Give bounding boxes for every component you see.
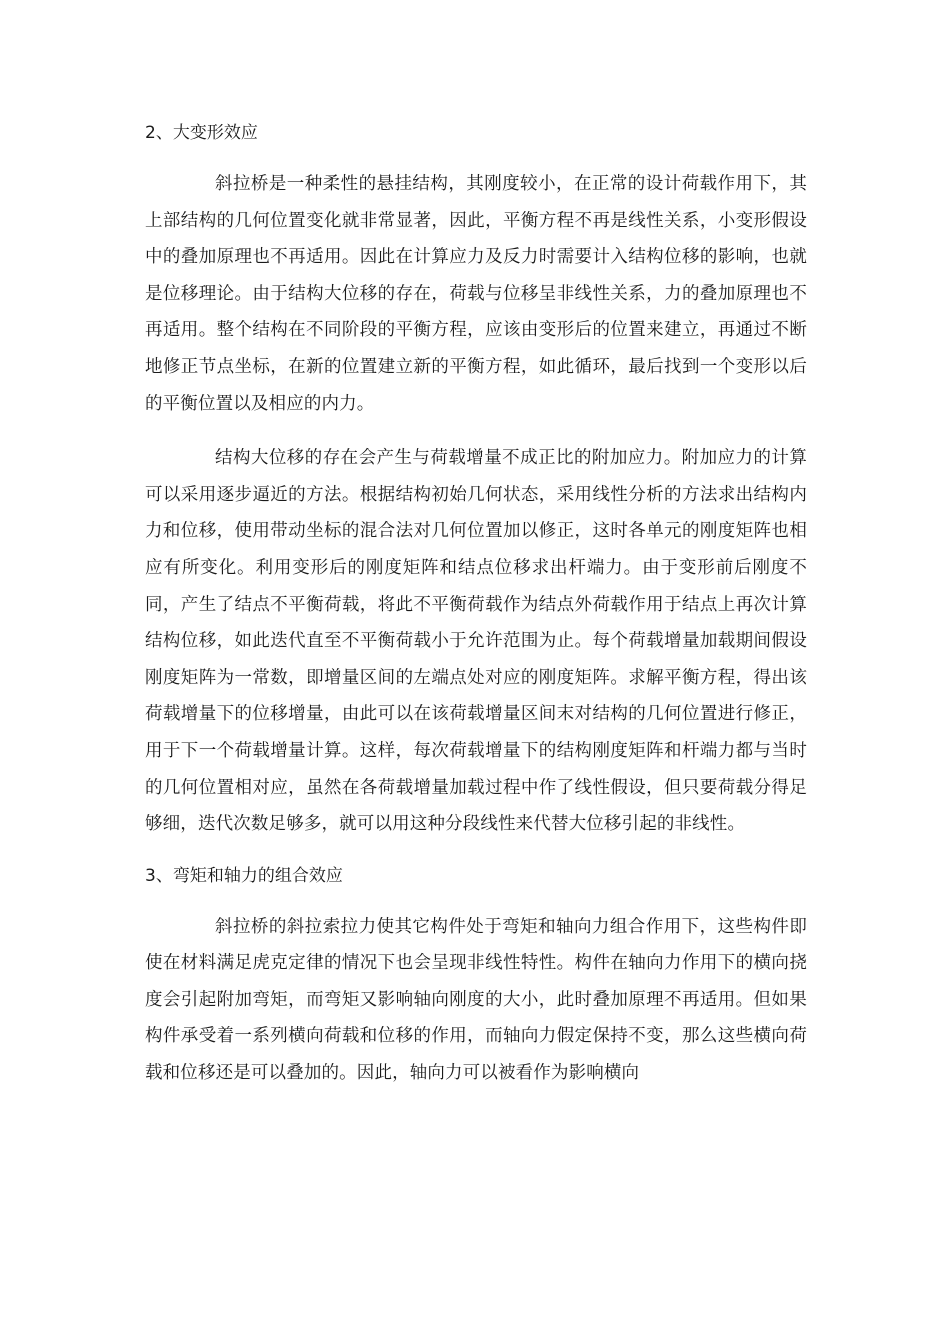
document-page: [145, 118, 807, 1110]
paragraph-moment-axial: 斜拉桥的斜拉索拉力使其它构件处于弯矩和轴向力组合作用下，这些构件即使在材料满足虎克定律的情况下也会呈现非线性特性。构件在轴向力作用下的横向挠度会引起附加弯矩，而弯矩又影响轴向刚度的大小，此时叠加原理不再适用。但如果构件承受着一系列横向荷载和位移的作用，而轴向力假定保持不变，那么这些横向荷载和位移还是可以叠加的。因此，轴向力可以被看作为影响横向: [145, 916, 807, 1084]
section-heading-moment-axial: 3、弯矩和轴力的组合效应: [145, 865, 343, 886]
paragraph-large-deformation-intro: 斜拉桥是一种柔性的悬挂结构，其刚度较小，在正常的设计荷载作用下，其上部结构的几何位置变化就非常显著，因此，平衡方程不再是线性关系，小变形假设中的叠加原理也不再适用。因此在计算应力及反力时需要计入结构位移的影响，也就是位移理论。由于结构大位移的存在，荷载与位移呈非线性关系，力的叠加原理也不再适用。整个结构在不同阶段的平衡方程，应该由变形后的位置来建立，再通过不断地修正节点坐标，在新的位置建立新的平衡方程，如此循环，最后找到一个变形以后的平衡位置以及相应的内力。: [145, 174, 807, 414]
paragraph-large-deformation-method: 结构大位移的存在会产生与荷载增量不成正比的附加应力。附加应力的计算可以采用逐步逼近的方法。根据结构初始几何状态，采用线性分析的方法求出结构内力和位移，使用带动坐标的混合法对几何位置加以修正，这时各单元的刚度矩阵也相应有所变化。利用变形后的刚度矩阵和结点位移求出杆端力。由于变形前后刚度不同，产生了结点不平衡荷载，将此不平衡荷载作为结点外荷载作用于结点上再次计算结构位移，如此迭代直至不平衡荷载小于允许范围为止。每个荷载增量加载期间假设刚度矩阵为一常数，即增量区间的左端点处对应的刚度矩阵。求解平衡方程，得出该荷载增量下的位移增量，由此可以在该荷载增量区间末对结构的几何位置进行修正，用于下一个荷载增量计算。这样，每次荷载增量下的结构刚度矩阵和杆端力都与当时的几何位置相对应，虽然在各荷载增量加载过程中作了线性假设，但只要荷载分得足够细，迭代次数足够多，就可以用这种分段线性来代替大位移引起的非线性。: [145, 448, 807, 835]
section-heading-large-deformation: 2、大变形效应: [145, 123, 258, 143]
